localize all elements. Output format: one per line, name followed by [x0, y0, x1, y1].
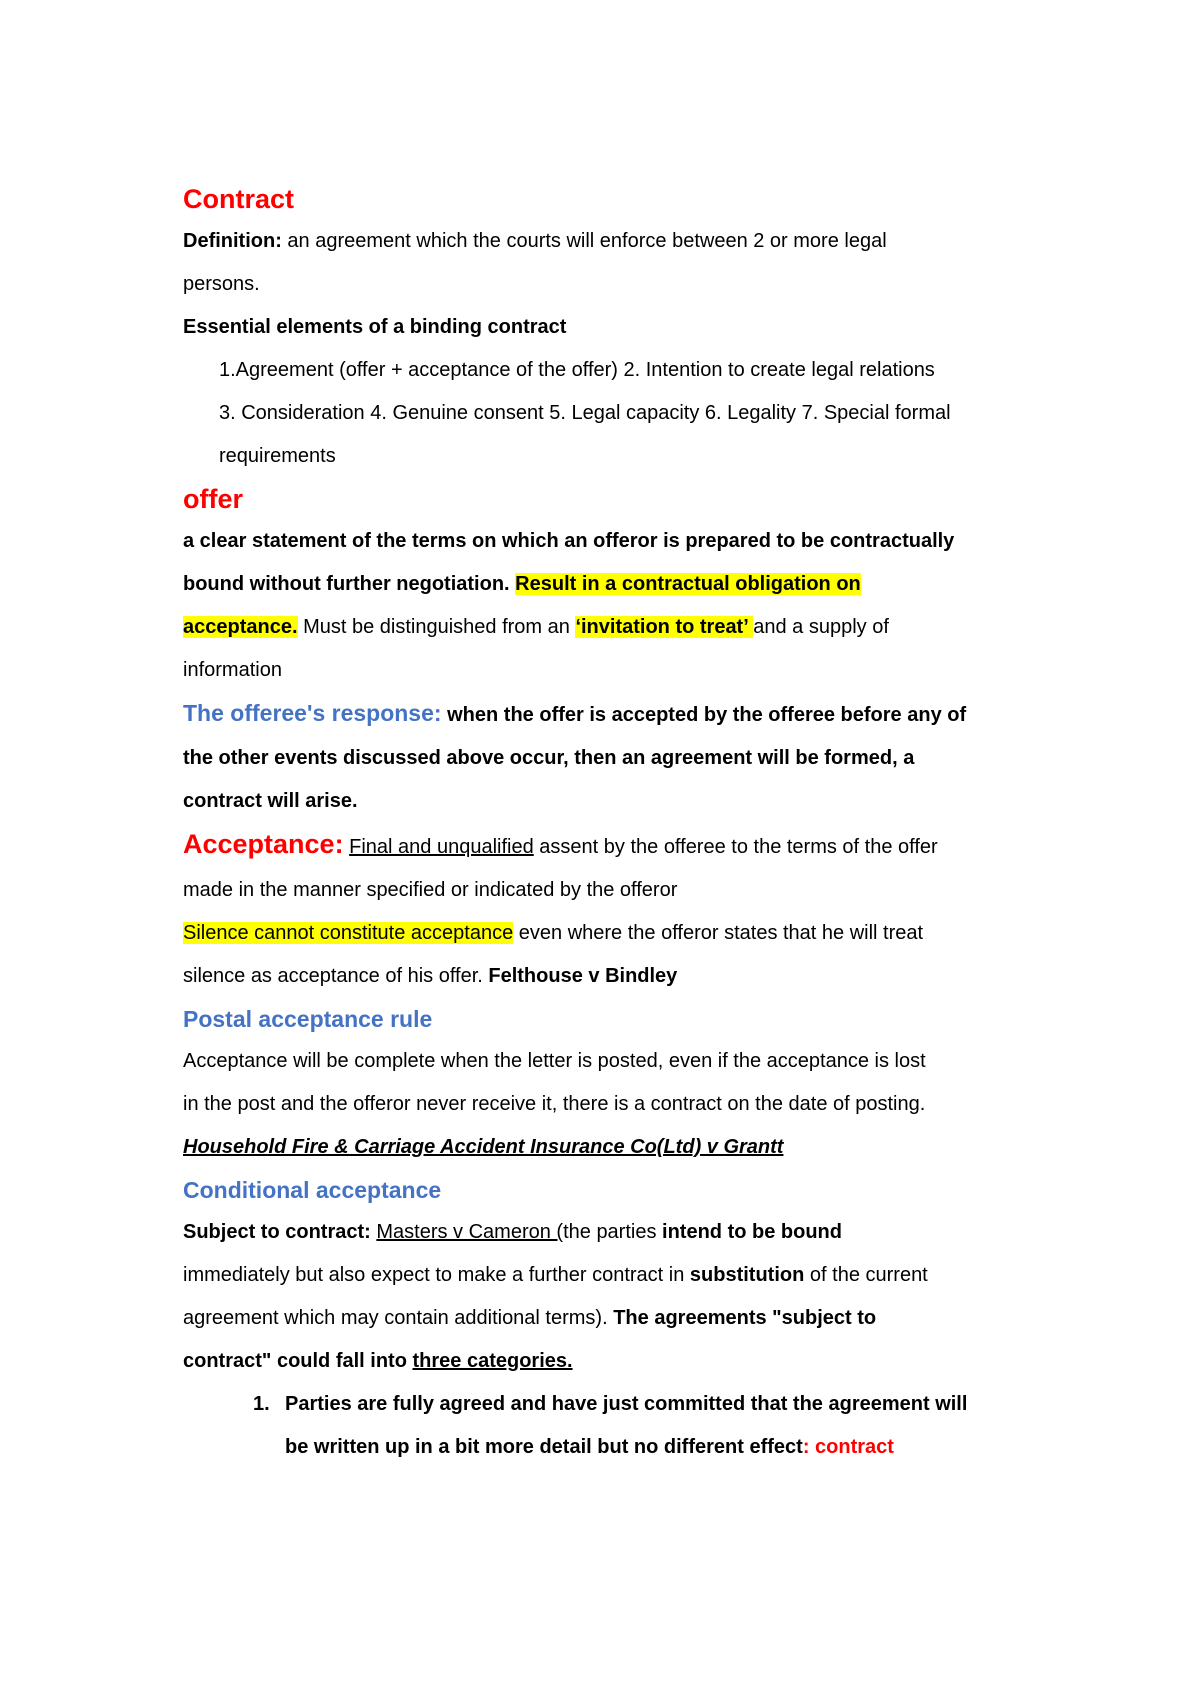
offer-highlight-1: Result in a contractual obligation on [515, 573, 861, 595]
conditional-text-1b: intend to be bound [662, 1221, 842, 1243]
offer-line-3 [183, 606, 1053, 649]
elements-line-3: requirements [219, 445, 336, 467]
elements-line-2: 3. Consideration 4. Genuine consent 5. Legal capacity 6. Legality 7. Special formal [219, 402, 951, 424]
acceptance-heading: Acceptance: [183, 829, 344, 859]
conditional-text-3a: agreement which may contain additional terms). [183, 1307, 614, 1329]
offer-line-2 [183, 563, 1053, 606]
postal-heading: Postal acceptance rule [183, 1006, 433, 1032]
three-categories: three categories. [412, 1350, 573, 1372]
masters-cameron-case: Masters v Cameron ( [376, 1221, 564, 1243]
conditional-text-1a: the parties [563, 1221, 663, 1243]
postal-line-2: in the post and the offeror never receive it, there is a contract on the date of posting. [183, 1093, 926, 1115]
essential-elements-title: Essential elements of a binding contract [183, 316, 567, 338]
list-item-1-text-2: be written up in a bit more detail but no different effect [285, 1436, 803, 1458]
offer-line-3-text: Must be distinguished from an [297, 616, 576, 638]
household-fire-case: Household Fire & Carriage Accident Insurance Co(Ltd) v Grantt [183, 1136, 784, 1158]
response-line-2: the other events discussed above occur, then an agreement will be formed, a [183, 747, 915, 769]
conditional-heading: Conditional acceptance [183, 1177, 442, 1203]
elements-line-1: 1.Agreement (offer + acceptance of the offer) 2. Intention to create legal relations [219, 359, 935, 381]
silence-text-1: even where the offeror states that he will treat [513, 922, 924, 944]
conditional-line-3 [183, 1297, 1053, 1340]
postal-line-1: Acceptance will be complete when the letter is posted, even if the acceptance is lost [183, 1050, 926, 1072]
list-item-1-result: : contract [802, 1436, 894, 1458]
list-item-1-text-1: Parties are fully agreed and have just committed that the agreement will [285, 1393, 968, 1415]
conditional-text-2b: substitution [689, 1264, 805, 1286]
acceptance-text-1: assent by the offeree to the terms of the offer [533, 836, 938, 858]
subject-to-contract-label: Subject to contract: [183, 1221, 377, 1243]
response-line-3: contract will arise. [183, 790, 358, 812]
felthouse-case: Felthouse v Bindley [488, 965, 678, 987]
offer-highlight-2: acceptance. [183, 616, 298, 638]
acceptance-line-1 [183, 823, 1053, 869]
document-page [183, 178, 1053, 1469]
definition-line-1 [183, 220, 1053, 263]
acceptance-line-2: made in the manner specified or indicated by the offeror [183, 879, 678, 901]
definition-text-1: an agreement which the courts will enforce between 2 or more legal [281, 230, 887, 252]
silence-highlight: Silence cannot constitute acceptance [183, 922, 514, 944]
conditional-text-4a: contract" could fall into [183, 1350, 413, 1372]
invitation-to-treat-highlight: ‘invitation to treat’ [575, 616, 754, 638]
offer-heading: offer [183, 484, 243, 514]
list-item-1-number: 1. [253, 1393, 270, 1415]
contract-heading: Contract [183, 184, 295, 214]
conditional-line-2 [183, 1254, 1053, 1297]
response-heading: The offeree's response: [183, 700, 442, 726]
offer-line-4: information [183, 659, 282, 681]
conditional-text-3b: The agreements "subject to [613, 1307, 877, 1329]
conditional-text-2c: of the current [804, 1264, 928, 1286]
offer-line-3-end: and a supply of [753, 616, 889, 638]
conditional-line-4 [183, 1340, 1053, 1383]
final-unqualified: Final and unqualified [349, 836, 534, 858]
silence-text-2: silence as acceptance of his offer. [183, 965, 489, 987]
response-text-1: when the offer is accepted by the offeree before any of [441, 704, 967, 726]
offer-line-2-text: bound without further negotiation. [183, 573, 516, 595]
silence-line-2 [183, 955, 1053, 998]
definition-label: Definition: [183, 230, 282, 252]
silence-line-1 [183, 912, 1053, 955]
list-item-1-line-1 [183, 1383, 1053, 1426]
definition-line-2: persons. [183, 273, 260, 295]
offer-line-1: a clear statement of the terms on which an offeror is prepared to be contractually [183, 530, 955, 552]
conditional-text-2a: immediately but also expect to make a further contract in [183, 1264, 690, 1286]
list-item-1-line-2 [183, 1426, 1053, 1469]
conditional-line-1 [183, 1211, 1053, 1254]
response-line-1 [183, 692, 1053, 737]
